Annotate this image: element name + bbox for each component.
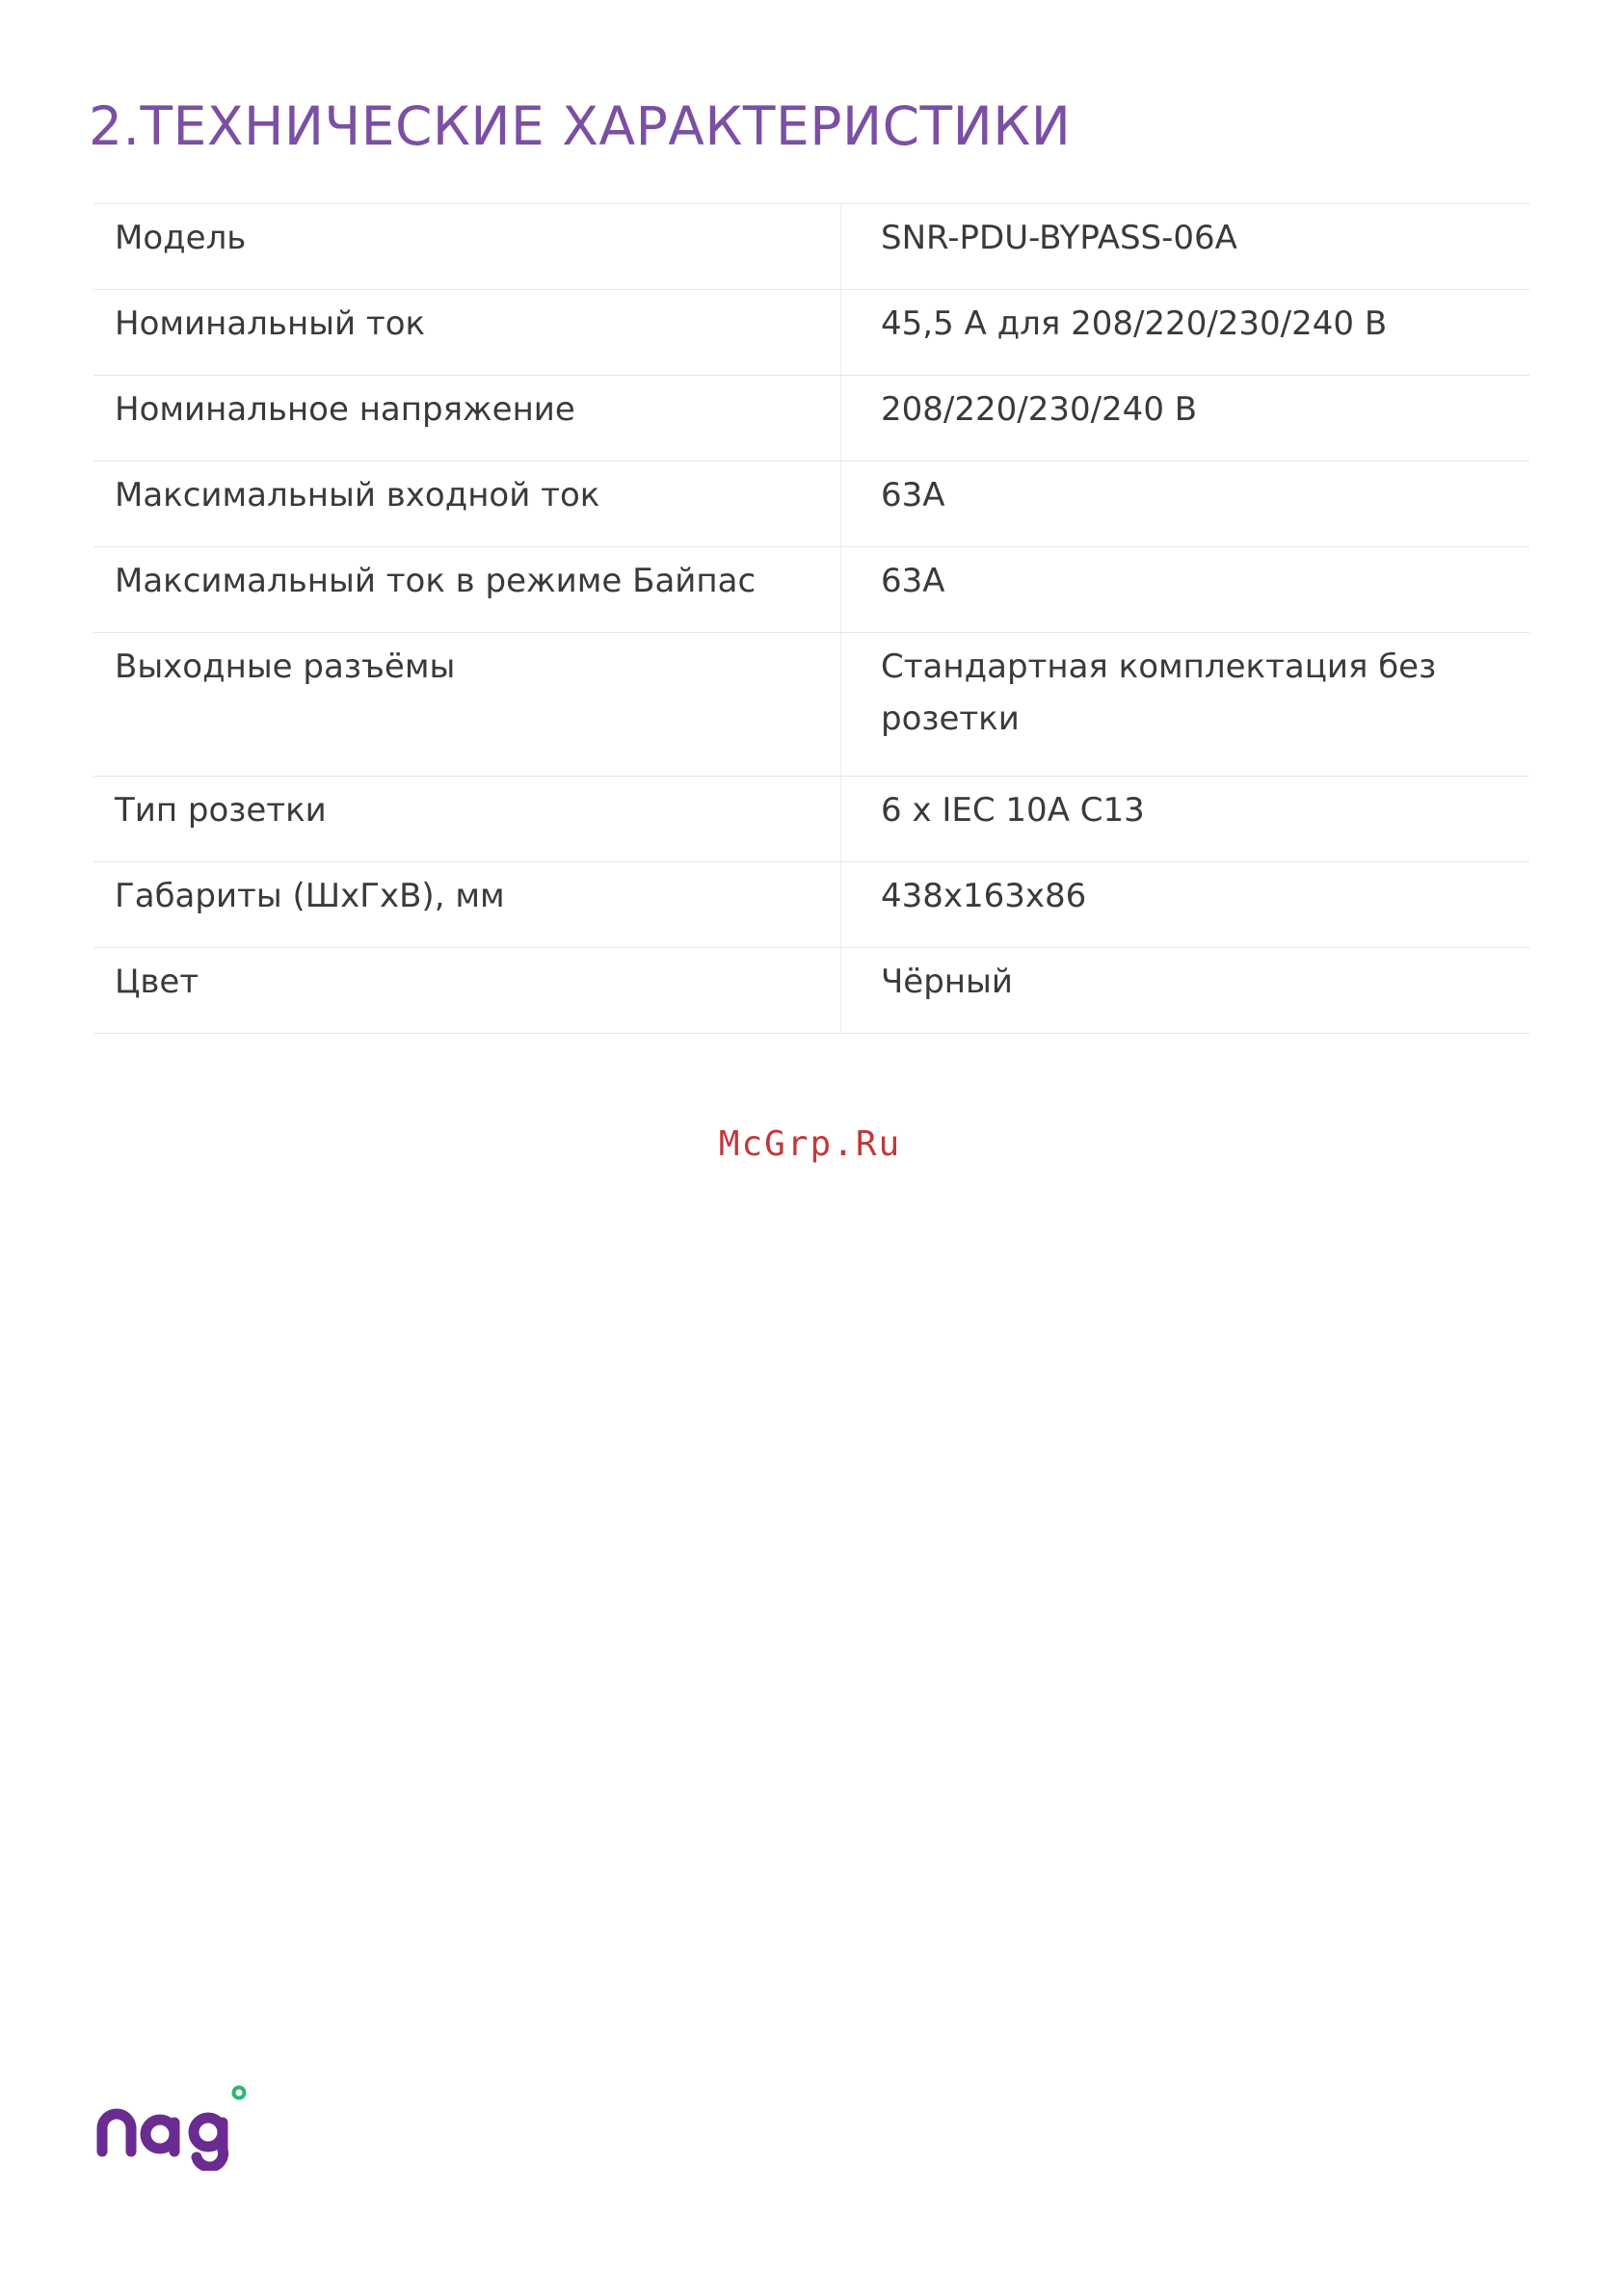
spec-label: Выходные разъёмы [93, 633, 841, 777]
spec-label: Габариты (ШхГхВ), мм [93, 862, 841, 948]
table-row [93, 290, 1529, 376]
table-row [93, 204, 1529, 290]
nag-logo [94, 2074, 249, 2171]
spec-label: Цвет [93, 948, 841, 1034]
table-row [93, 547, 1529, 633]
spec-label: Номинальное напряжение [93, 376, 841, 462]
spec-value: 438x163x86 [841, 862, 1530, 948]
table-row [93, 948, 1529, 1034]
watermark: McGrp.Ru [718, 1124, 902, 1164]
spec-label: Максимальный входной ток [93, 462, 841, 547]
spec-value: 45,5 А для 208/220/230/240 В [841, 290, 1530, 376]
spec-value: Стандартная комплектация без розетки [841, 633, 1530, 777]
table-row [93, 633, 1529, 777]
spec-label: Максимальный ток в режиме Байпас [93, 547, 841, 633]
spec-label: Номинальный ток [93, 290, 841, 376]
table-row [93, 862, 1529, 948]
spec-value: 208/220/230/240 В [841, 376, 1530, 462]
table-row [93, 376, 1529, 462]
table-row [93, 462, 1529, 547]
spec-value: SNR-PDU-BYPASS-06A [841, 204, 1530, 290]
table-row [93, 777, 1529, 862]
spec-table [93, 203, 1529, 1034]
page-title: 2.ТЕХНИЧЕСКИЕ ХАРАКТЕРИСТИКИ [89, 95, 1072, 157]
spec-label: Модель [93, 204, 841, 290]
spec-label: Тип розетки [93, 777, 841, 862]
spec-value: 63A [841, 462, 1530, 547]
spec-value: 6 x IEC 10A C13 [841, 777, 1530, 862]
spec-value: Чёрный [841, 948, 1530, 1034]
spec-value: 63A [841, 547, 1530, 633]
